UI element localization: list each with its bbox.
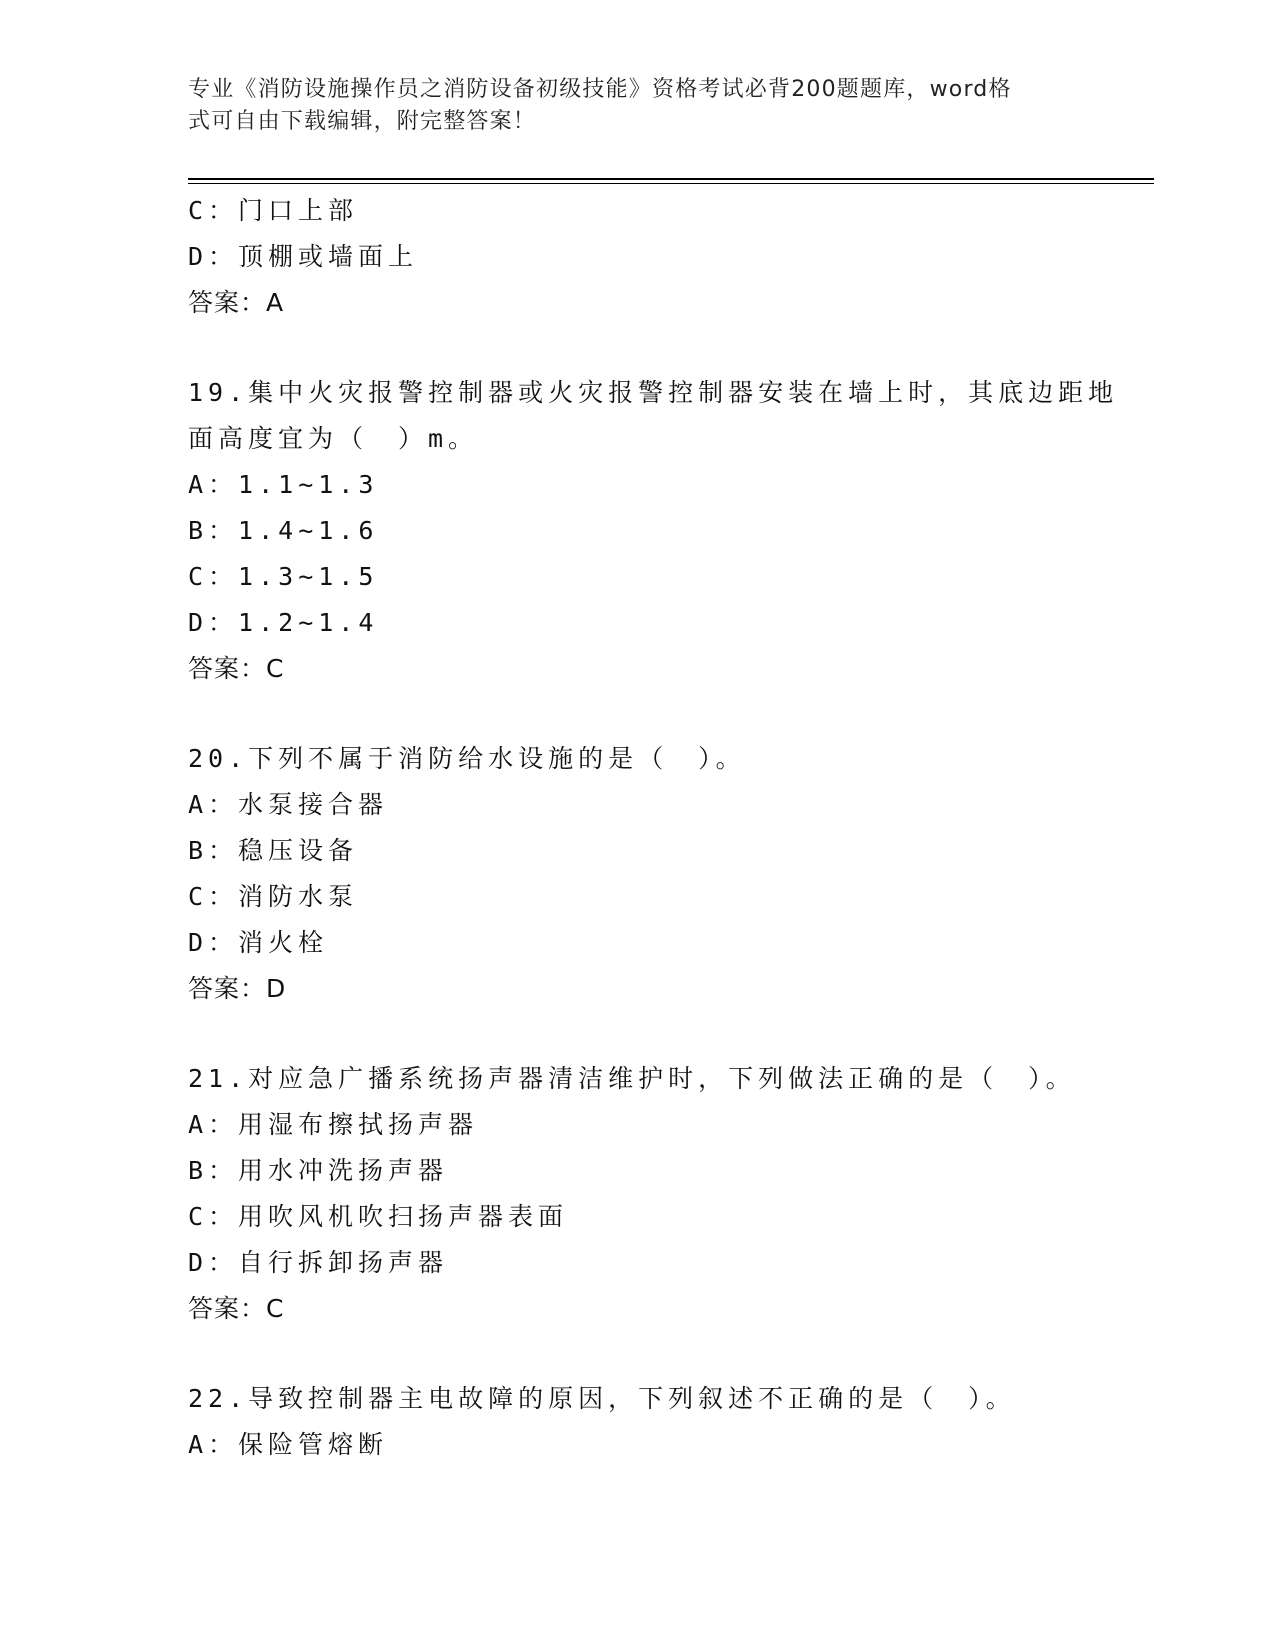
option-a: A：保险管熔断 [188,1430,389,1459]
option-a: A：用湿布擦拭扬声器 [188,1110,479,1139]
option-d: D：自行拆卸扬声器 [188,1248,449,1277]
option-b: B：1.4~1.6 [188,516,379,545]
option-d: D：1.2~1.4 [188,608,379,637]
answer-line: 答案：A [188,288,285,317]
spacer [188,692,1088,736]
option-c: C：门口上部 [188,196,359,225]
question-stem: 21.对应急广播系统扬声器清洁维护时，下列做法正确的是（ ）。 [188,1064,1076,1093]
option-c: C：1.3~1.5 [188,562,379,591]
option-a: A：水泵接合器 [188,790,389,819]
header-rule-thick [188,178,1154,180]
question-list [188,188,1119,1468]
question-stem: 19.集中火灾报警控制器或火灾报警控制器安装在墙上时，其底边距地 [188,378,1119,407]
question-stem: 20.下列不属于消防给水设施的是（ ）。 [188,744,746,773]
answer-line: 答案：C [188,654,285,683]
document-header [188,74,1068,138]
question-18-tail [188,188,1088,326]
question-stem: 22.导致控制器主电故障的原因，下列叙述不正确的是（ ）。 [188,1384,1016,1413]
option-b: B：稳压设备 [188,836,359,865]
question-20 [188,736,1088,1012]
question-19 [188,370,1119,692]
question-stem-continued: 面高度宜为（ ）m。 [188,424,479,453]
answer-line: 答案：C [188,1294,285,1323]
question-21 [188,1056,1088,1332]
spacer [188,1012,1088,1056]
header-line-1: 专业《消防设施操作员之消防设备初级技能》资格考试必背200题题库，word格 [188,77,1012,102]
option-a: A：1.1~1.3 [188,470,379,499]
option-c: C：用吹风机吹扫扬声器表面 [188,1202,569,1231]
option-d: D：消火栓 [188,928,329,957]
spacer [188,326,1088,370]
answer-line: 答案：D [188,974,287,1003]
header-rule-thin [188,183,1154,184]
question-22 [188,1376,1088,1468]
option-d: D：顶棚或墙面上 [188,242,419,271]
option-c: C：消防水泵 [188,882,359,911]
option-b: B：用水冲洗扬声器 [188,1156,449,1185]
header-line-2: 式可自由下载编辑，附完整答案！ [188,109,537,134]
spacer [188,1332,1088,1376]
